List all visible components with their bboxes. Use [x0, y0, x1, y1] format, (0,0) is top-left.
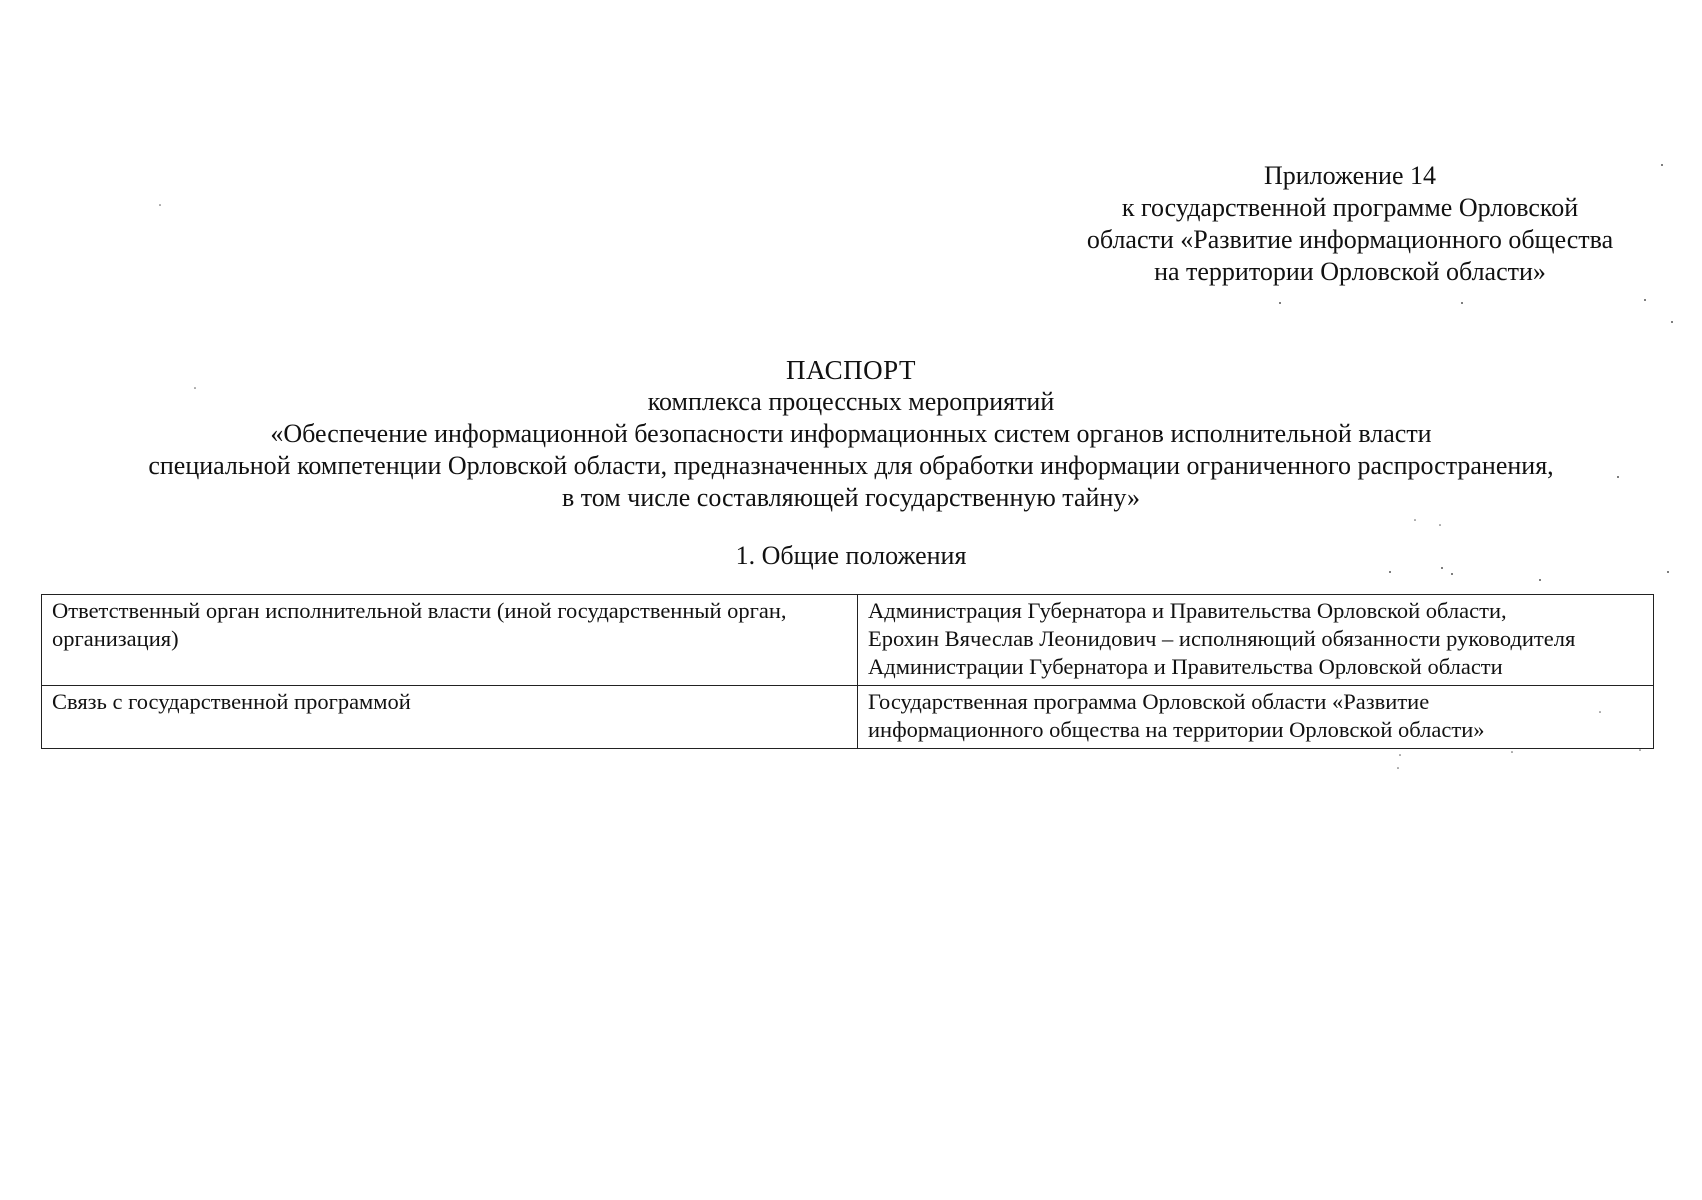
row-value-line: информационного общества на территории Орловской области»	[868, 717, 1485, 742]
appendix-reference-line: к государственной программе Орловской	[1121, 193, 1579, 222]
complex-name-line: «Обеспечение информационной безопасности информационных систем органов исполнительной власти	[270, 419, 1432, 448]
row-label-cell	[42, 686, 858, 749]
row-value-line: Администрация Губернатора и Правительства Орловской области,	[868, 598, 1507, 623]
document-title: ПАСПОРТ	[786, 355, 916, 385]
complex-name-line: в том числе составляющей государственную тайну»	[561, 483, 1141, 512]
row-value-cell	[858, 686, 1654, 749]
appendix-number: Приложение 14	[1263, 161, 1437, 190]
row-label-line: Связь с государственной программой	[52, 689, 411, 714]
row-value-line: Администрации Губернатора и Правительства Орловской области	[868, 654, 1503, 679]
table-row	[42, 595, 1654, 686]
document-title-block	[40, 354, 1662, 514]
row-label-line: Ответственный орган исполнительной власти (иной государственный орган,	[52, 598, 787, 623]
complex-name-line: специальной компетенции Орловской области, предназначенных для обработки информации ограниченного распространения,	[148, 451, 1554, 480]
row-value-line: Ерохин Вячеслав Леонидович – исполняющий обязанности руководителя	[868, 626, 1576, 651]
row-label-line: организация)	[52, 626, 179, 651]
appendix-reference-line: области «Развитие информационного общества	[1086, 225, 1614, 254]
general-provisions-table	[41, 594, 1654, 749]
row-value-line: Государственная программа Орловской области «Развитие	[868, 689, 1430, 714]
row-value-cell	[858, 595, 1654, 686]
appendix-reference-line: на территории Орловской области»	[1154, 257, 1546, 286]
table-row	[42, 686, 1654, 749]
section-heading: 1. Общие положения	[735, 541, 967, 570]
appendix-note	[1050, 160, 1650, 288]
document-subtitle: комплекса процессных мероприятий	[647, 387, 1055, 416]
row-label-cell	[42, 595, 858, 686]
